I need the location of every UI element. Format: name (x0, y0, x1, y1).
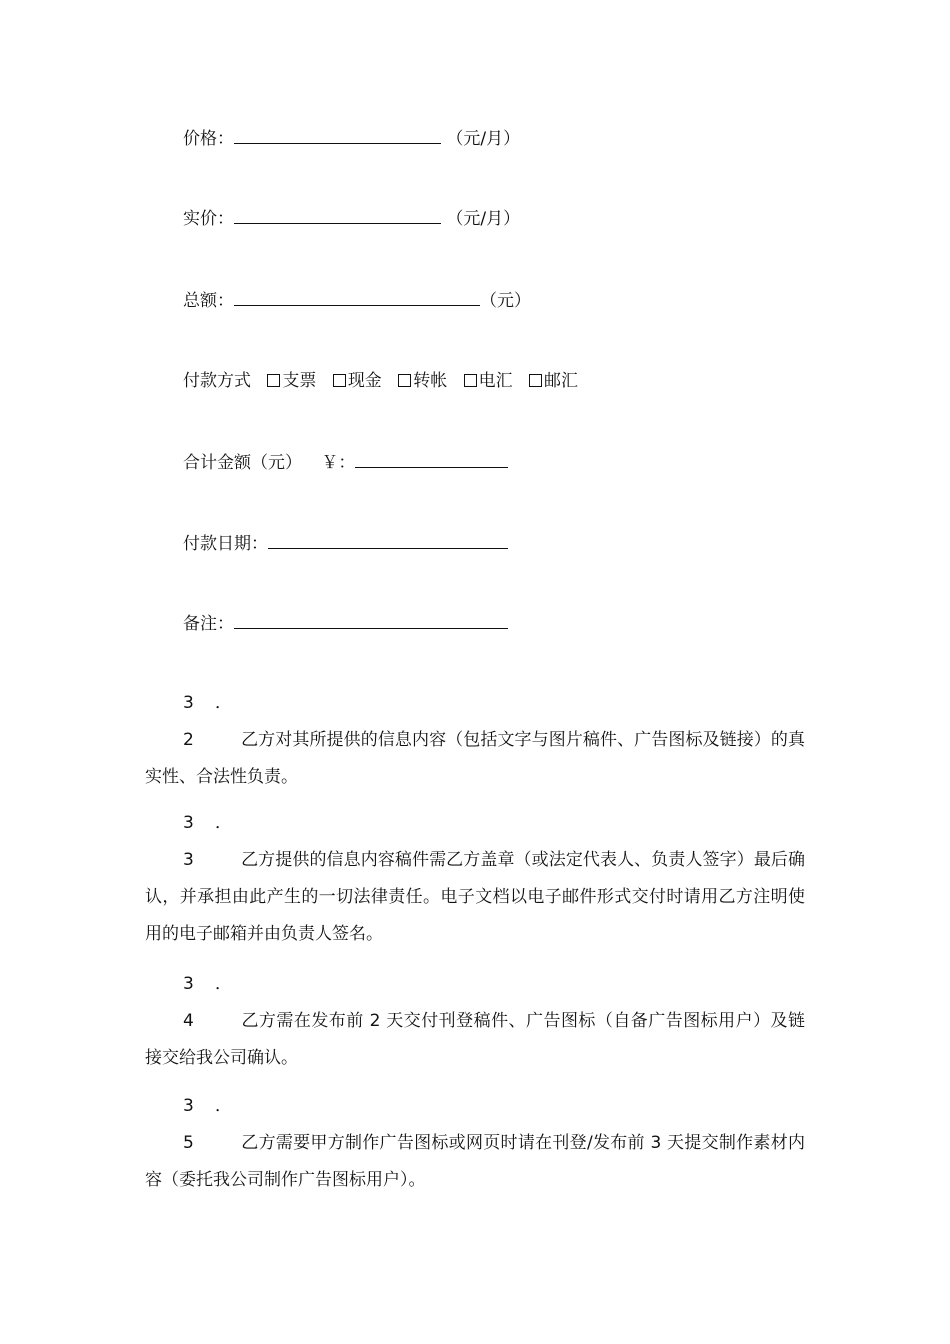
checkbox-icon[interactable] (333, 374, 346, 387)
payment-option-label: 现金 (347, 371, 382, 391)
note-row (183, 612, 508, 635)
payment-option-label: 邮汇 (544, 371, 579, 391)
clause-3-2 (145, 685, 805, 796)
total-unit: （元） (480, 291, 531, 311)
payment-option-check[interactable] (267, 371, 316, 391)
payment-option-label: 转帐 (413, 371, 448, 391)
total-row (183, 289, 531, 312)
clause-number: 3．3 (183, 813, 241, 870)
payment-method-label: 付款方式 (183, 371, 251, 391)
clause-3-3 (145, 805, 805, 953)
actual-price-label: 实价： (183, 209, 234, 229)
payment-method-row (183, 370, 578, 392)
sum-symbol: ￥： (321, 453, 356, 473)
payment-option-label: 电汇 (478, 371, 513, 391)
note-label: 备注： (183, 614, 234, 634)
clause-text: 乙方提供的信息内容稿件需乙方盖章（或法定代表人、负责人签字）最后确认，并承担由此产生的一切法律责任。电子文档以电子邮件形式交付时请用乙方注明使用的电子邮箱并由负责人签名。 (145, 850, 805, 944)
clause-3-4 (145, 966, 805, 1077)
payment-option-cash[interactable] (333, 371, 382, 391)
clause-number: 3．2 (183, 693, 241, 750)
payment-date-blank[interactable] (268, 532, 508, 549)
payment-option-label: 支票 (282, 371, 317, 391)
price-label: 价格： (183, 129, 234, 149)
clause-number: 3．4 (183, 974, 241, 1031)
price-row (183, 127, 520, 150)
total-label: 总额： (183, 291, 234, 311)
actual-price-row (183, 207, 520, 230)
note-blank[interactable] (234, 612, 508, 629)
actual-price-blank[interactable] (234, 207, 441, 224)
clause-number: 3．5 (183, 1096, 241, 1153)
checkbox-icon[interactable] (464, 374, 477, 387)
sum-label: 合计金额（元） (183, 453, 302, 473)
actual-price-unit: （元/月） (446, 209, 521, 229)
payment-date-label: 付款日期： (183, 534, 268, 554)
checkbox-icon[interactable] (529, 374, 542, 387)
total-blank[interactable] (234, 289, 480, 306)
checkbox-icon[interactable] (398, 374, 411, 387)
clause-text: 乙方需在发布前 2 天交付刊登稿件、广告图标（自备广告图标用户）及链接交给我公司确认。 (145, 1011, 805, 1068)
sum-row (183, 451, 508, 474)
clause-text: 乙方需要甲方制作广告图标或网页时请在刊登/发布前 3 天提交制作素材内容（委托我公司制作广告图标用户）。 (145, 1133, 805, 1190)
clause-3-5 (145, 1088, 805, 1199)
payment-date-row (183, 532, 508, 555)
payment-option-transfer[interactable] (398, 371, 447, 391)
price-unit: （元/月） (446, 129, 521, 149)
price-blank[interactable] (234, 127, 441, 144)
payment-option-postal[interactable] (529, 371, 578, 391)
checkbox-icon[interactable] (267, 374, 280, 387)
payment-option-wire[interactable] (464, 371, 513, 391)
sum-blank[interactable] (355, 451, 508, 468)
clause-text: 乙方对其所提供的信息内容（包括文字与图片稿件、广告图标及链接）的真实性、合法性负责。 (145, 730, 805, 787)
